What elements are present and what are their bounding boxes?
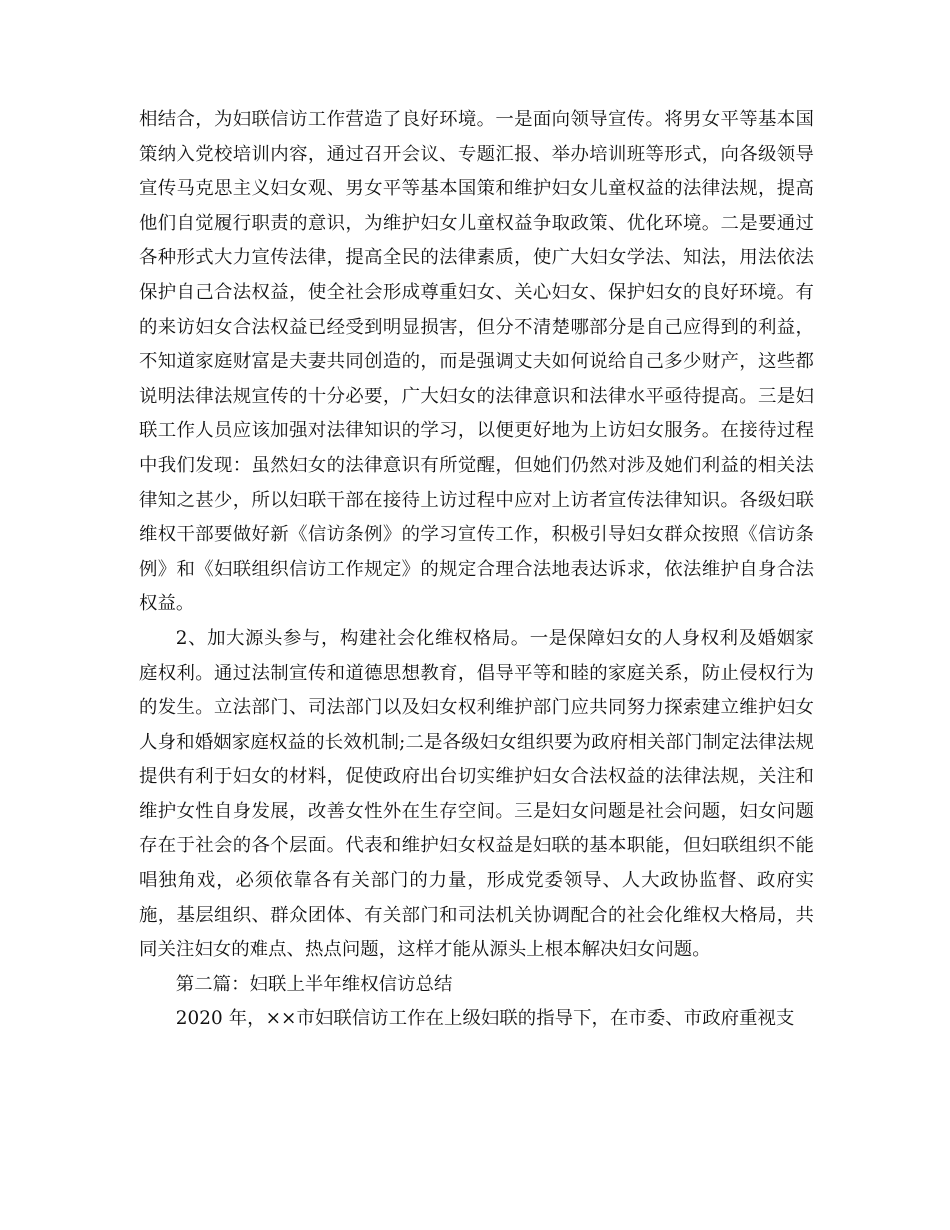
document-body — [139, 103, 814, 1037]
paragraph-2020-opening: 2020 年，××市妇联信访工作在上级妇联的指导下，在市委、市政府重视支 — [175, 1008, 795, 1030]
paragraph-source-participation: 2、加大源头参与，构建社会化维权格局。一是保障妇女的人身权利及婚姻家庭权利。通过法制宣传和道德思想教育，倡导平等和睦的家庭关系，防止侵权行为的发生。立法部门、司法部门以及妇女权利维护部门应共同努力探索建立维护妇女人身和婚姻家庭权益的长效机制;二是各级妇女组织要为政府相关部门制定法律法规提供有利于妇女的材料，促使政府出台切实维护妇女合法权益的法律法规，关注和维护女性自身发展，改善女性外在生存空间。三是妇女问题是社会问题，妇女问题存在于社会的各个层面。代表和维护妇女权益是妇联的基本职能，但妇联组织不能唱独角戏，必须依靠各有关部门的力量，形成党委领导、人大政协监督、政府实施，基层组织、群众团体、有关部门和司法机关协调配合的社会化维权大格局，共同关注妇女的难点、热点问题，这样才能从源头上根本解决妇女问题。 — [139, 627, 814, 961]
section-heading-second-article: 第二篇：妇联上半年维权信访总结 — [175, 973, 453, 995]
paragraph-legal-publicity: 相结合，为妇联信访工作营造了良好环境。一是面向领导宣传。将男女平等基本国策纳入党校培训内容，通过召开会议、专题汇报、举办培训班等形式，向各级领导宣传马克思主义妇女观、男女平等基本国策和维护妇女儿童权益的法律法规，提高他们自觉履行职责的意识，为维护妇女儿童权益争取政策、优化环境。二是要通过各种形式大力宣传法律，提高全民的法律素质，使广大妇女学法、知法，用法依法保护自己合法权益，使全社会形成尊重妇女、关心妇女、保护妇女的良好环境。有的来访妇女合法权益已经受到明显损害，但分不清楚哪部分是自己应得到的利益，不知道家庭财富是夫妻共同创造的，而是强调丈夫如何说给自己多少财产，这些都说明法律法规宣传的十分必要，广大妇女的法律意识和法律水平亟待提高。三是妇联工作人员应该加强对法律知识的学习，以便更好地为上访妇女服务。在接待过程中我们发现：虽然妇女的法律意识有所觉醒，但她们仍然对涉及她们利益的相关法律知之甚少，所以妇联干部在接待上访过程中应对上访者宣传法律知识。各级妇联维权干部要做好新《信访条例》的学习宣传工作，积极引导妇女群众按照《信访条例》和《妇联组织信访工作规定》的规定合理合法地表达诉求，依法维护自身合法权益。 — [139, 109, 814, 615]
